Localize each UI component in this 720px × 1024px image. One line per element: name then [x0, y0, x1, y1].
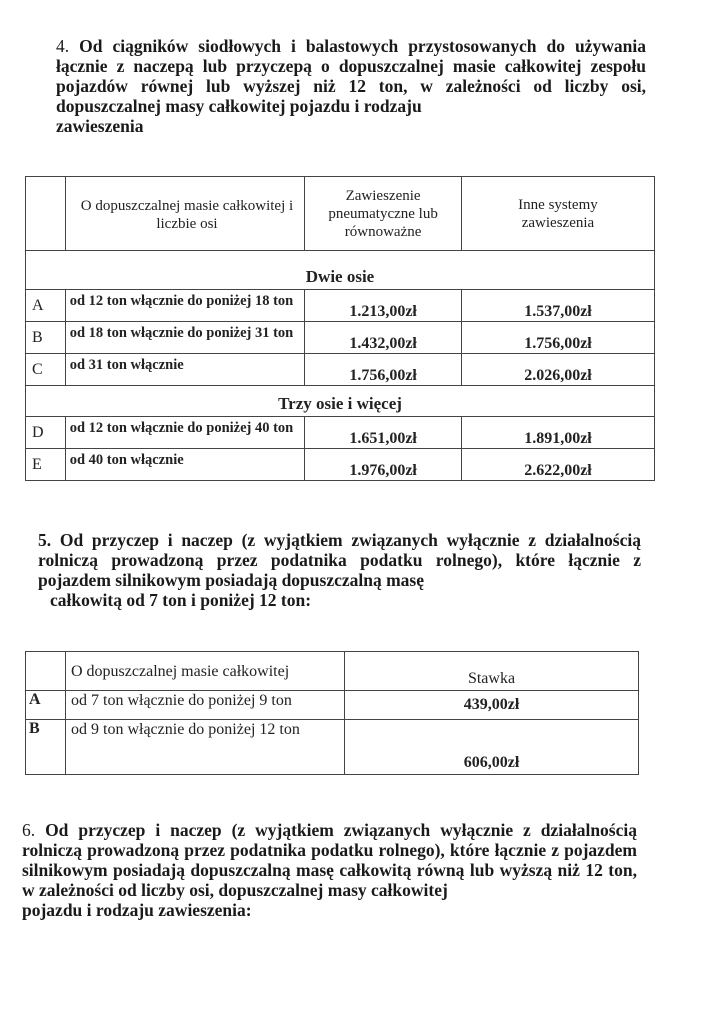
table-row — [26, 322, 655, 354]
row-rate: 439,00zł — [345, 691, 639, 720]
table-header-row — [26, 177, 655, 251]
header-other-suspension: Inne systemy zawieszenia — [461, 177, 654, 251]
row-description: od 40 ton włącznie — [65, 449, 305, 481]
group-title: Trzy osie i więcej — [26, 386, 655, 417]
header-empty-cell — [26, 177, 66, 251]
row-other-rate: 2.622,00zł — [461, 449, 654, 481]
table-row — [26, 691, 639, 720]
tractor-tax-table — [25, 176, 655, 481]
row-other-rate: 1.756,00zł — [461, 322, 654, 354]
table-header-row — [26, 652, 639, 691]
section-5-paragraph — [38, 530, 641, 610]
row-rate: 606,00zł — [345, 720, 639, 775]
table-row — [26, 449, 655, 481]
row-label: E — [26, 449, 66, 481]
row-description: od 9 ton włącznie do poniżej 12 ton — [66, 720, 345, 775]
section-text-last-line: całkowitą od 7 ton i poniżej 12 ton: — [50, 590, 312, 610]
row-other-rate: 1.891,00zł — [461, 417, 654, 449]
section-4-paragraph — [56, 36, 646, 136]
row-description: od 12 ton włącznie do poniżej 40 ton — [65, 417, 305, 449]
row-label: B — [26, 322, 66, 354]
row-label: A — [26, 691, 66, 720]
group-row — [26, 386, 655, 417]
section-text-last-line: pojazdu i rodzaju zawieszenia: — [22, 900, 252, 920]
row-description: od 31 ton włącznie — [65, 354, 305, 386]
row-pneumatic-rate: 1.756,00zł — [305, 354, 462, 386]
row-pneumatic-rate: 1.976,00zł — [305, 449, 462, 481]
table-row — [26, 720, 639, 775]
row-description: od 12 ton włącznie do poniżej 18 ton — [65, 290, 305, 322]
row-label: B — [26, 720, 66, 775]
header-mass-axles: O dopuszczalnej masie całkowitej i liczbie osi — [65, 177, 305, 251]
header-empty-cell — [26, 652, 66, 691]
table-row — [26, 290, 655, 322]
section-number: 4. — [56, 36, 70, 56]
trailer-7-12t-tax-table — [25, 651, 639, 775]
table-row — [26, 417, 655, 449]
row-other-rate: 1.537,00zł — [461, 290, 654, 322]
section-text: Od ciągników siodłowych i balastowych przystosowanych do używania łącznie z naczepą lub przyczepą o dopuszczalnej masie całkowitej zespołu pojazdów równej lub wyższej niż 12 ton, w zależności od liczby osi, dopuszczalnej masy całkowitej pojazdu i rodzaju — [56, 36, 646, 116]
section-text: Od przyczep i naczep (z wyjątkiem związanych wyłącznie z działalnością rolniczą prowadzoną przez podatnika podatku rolnego), które łącznie z pojazdem silnikowym posiadają dopuszczalną masę całkowitą równą lub wyższą niż 12 ton, w zależności od liczby osi, dopuszczalnej masy całkowitej — [22, 820, 638, 900]
group-row — [26, 251, 655, 290]
row-label: C — [26, 354, 66, 386]
section-number: 5. — [38, 530, 52, 550]
header-rate: Stawka — [345, 652, 639, 691]
row-description: od 18 ton włącznie do poniżej 31 ton — [65, 322, 305, 354]
section-number: 6. — [22, 820, 36, 840]
row-label: A — [26, 290, 66, 322]
row-label: D — [26, 417, 66, 449]
section-6-paragraph — [22, 820, 637, 920]
section-text-last-line: zawieszenia — [56, 116, 144, 136]
row-pneumatic-rate: 1.432,00zł — [305, 322, 462, 354]
header-pneumatic: Zawieszenie pneumatyczne lub równoważne — [305, 177, 462, 251]
group-title: Dwie osie — [26, 251, 655, 290]
row-pneumatic-rate: 1.651,00zł — [305, 417, 462, 449]
row-other-rate: 2.026,00zł — [461, 354, 654, 386]
table-row — [26, 354, 655, 386]
row-description: od 7 ton włącznie do poniżej 9 ton — [66, 691, 345, 720]
section-text: Od przyczep i naczep (z wyjątkiem związanych wyłącznie z działalnością rolniczą prowadzoną przez podatnika podatku rolnego), które łącznie z pojazdem silnikowym posiadają dopuszczalną masę — [38, 530, 641, 590]
header-mass: O dopuszczalnej masie całkowitej — [66, 652, 345, 691]
row-pneumatic-rate: 1.213,00zł — [305, 290, 462, 322]
